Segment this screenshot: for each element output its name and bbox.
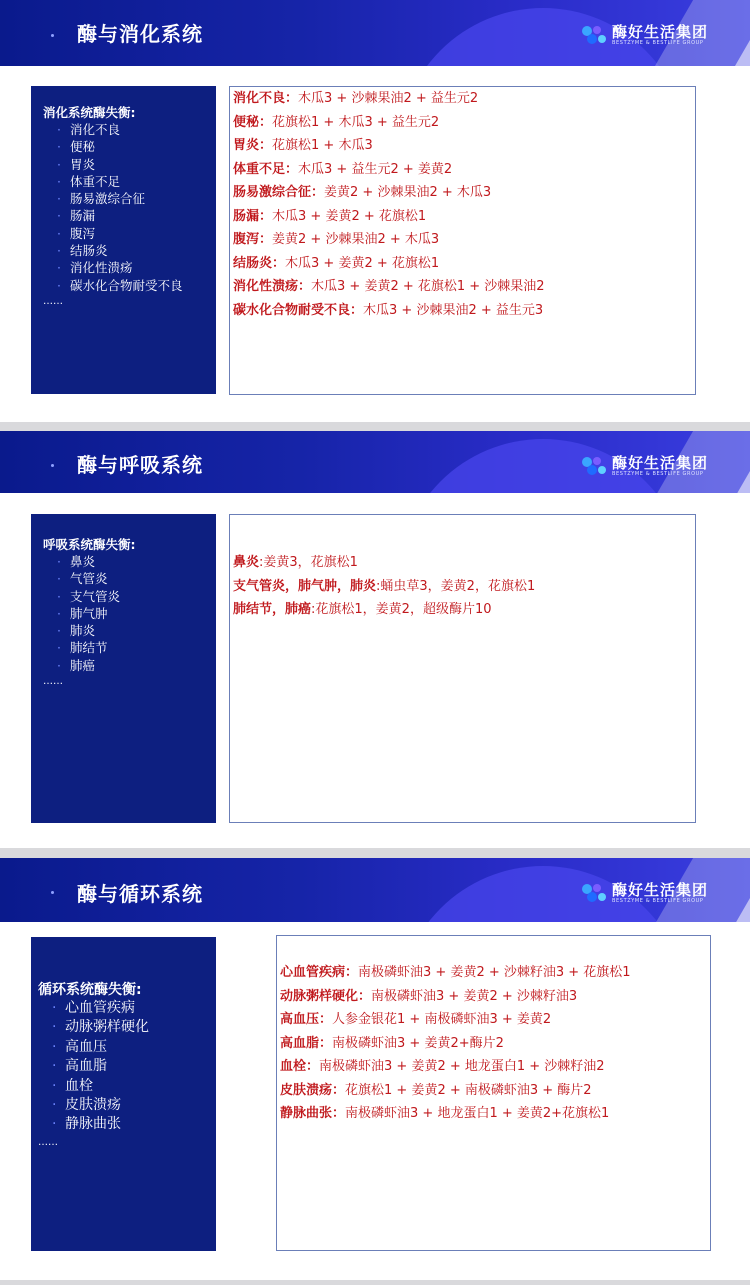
condition-label: 皮肤溃疡： [280, 1082, 346, 1098]
content-panel [229, 514, 696, 823]
remedy-row [233, 134, 545, 158]
sidebar-item: · 肠易激综合征 [43, 190, 183, 207]
formula-text: :姜黄3，花旗松1 [259, 555, 358, 570]
brand-logo [580, 879, 709, 907]
formula-text: 人参金银花1 + 南极磷虾油3 + 姜黄2 [332, 1012, 552, 1027]
sidebar-item: · 高血脂 [38, 1057, 149, 1076]
condition-label: 动脉粥样硬化： [280, 988, 372, 1004]
sidebar-item: · 心血管疾病 [38, 999, 149, 1018]
sidebar-list [43, 121, 183, 294]
sidebar-item: · 肺结节 [43, 639, 136, 656]
sidebar-item: · 胃炎 [43, 156, 183, 173]
sidebar-item: · 血栓 [38, 1077, 149, 1096]
condition-label: 心血管疾病： [280, 965, 359, 980]
content-panel [276, 935, 711, 1251]
molecule-logo-icon [580, 25, 608, 45]
sidebar-item: · 肠漏 [43, 207, 183, 224]
formula-text: :蛹虫草3，姜黄2，花旗松1 [376, 578, 536, 594]
sidebar-item: · 消化不良 [43, 121, 183, 138]
condition-label: 鼻炎 [233, 555, 260, 570]
remedy-row [233, 158, 545, 182]
formula-text: 木瓜3 + 益生元2 + 姜黄2 [298, 161, 453, 177]
condition-label: 支气管炎，肺气肿，肺炎 [233, 578, 377, 594]
slide-banner [0, 0, 750, 66]
condition-label: 结肠炎： [233, 255, 286, 271]
formula-text: 花旗松1 + 姜黄2 + 南极磷虾油3 + 酶片2 [345, 1082, 592, 1098]
formula-text: 南极磷虾油3 + 姜黄2+酶片2 [332, 1035, 504, 1051]
remedy-row [233, 252, 545, 276]
sidebar-panel [31, 86, 216, 394]
condition-label: 体重不足： [233, 161, 299, 177]
condition-label: 腹泻： [233, 232, 273, 247]
formula-text: 南极磷虾油3 + 姜黄2 + 沙棘籽油3 + 花旗松1 [358, 965, 631, 980]
remedy-row [233, 205, 545, 229]
brand-subtitle: BESTZYME & BESTLIFE GROUP [612, 898, 704, 904]
condition-label: 消化性溃疡： [233, 279, 312, 294]
brand-logo [580, 452, 709, 480]
formula-text: 姜黄2 + 沙棘果油2 + 木瓜3 [324, 185, 492, 200]
content-panel [229, 86, 696, 395]
slide-banner [0, 858, 750, 922]
brand-name: 酶好生活集团 [612, 23, 709, 41]
remedy-row [233, 275, 545, 299]
remedy-row [233, 598, 535, 622]
formula-text: :花旗松1，姜黄2，超级酶片10 [311, 602, 492, 617]
sidebar-item: · 肺气肿 [43, 605, 136, 622]
condition-label: 静脉曲张： [280, 1106, 346, 1121]
sidebar-item: · 高血压 [38, 1038, 149, 1057]
sidebar-title: 消化系统酶失衡: [43, 105, 136, 120]
bullet-dot-icon [51, 464, 54, 467]
ellipsis-text: …… [38, 1136, 58, 1148]
ellipsis-text: …… [43, 295, 63, 307]
sidebar-item: · 皮肤溃疡 [38, 1096, 149, 1115]
brand-name: 酶好生活集团 [612, 881, 709, 899]
condition-label: 肠易激综合征： [233, 185, 325, 200]
slide-banner [0, 431, 750, 493]
sidebar-item: · 肺癌 [43, 657, 136, 674]
sidebar-panel [31, 514, 216, 823]
remedy-row [280, 1102, 631, 1126]
remedy-row [280, 1079, 631, 1103]
remedy-row [233, 575, 535, 599]
condition-label: 高血压： [280, 1012, 333, 1027]
brand-subtitle: BESTZYME & BESTLIFE GROUP [612, 471, 704, 477]
sidebar-item: · 便秘 [43, 138, 183, 155]
sidebar-item: · 结肠炎 [43, 242, 183, 259]
remedy-row [280, 1008, 631, 1032]
condition-label: 消化不良： [233, 91, 299, 106]
remedy-list [233, 551, 535, 622]
sidebar-list [38, 999, 149, 1135]
formula-text: 木瓜3 + 姜黄2 + 花旗松1 [272, 208, 427, 224]
sidebar-item: · 肺炎 [43, 622, 136, 639]
remedy-row [233, 87, 545, 111]
remedy-row [280, 1055, 631, 1079]
formula-text: 木瓜3 + 姜黄2 + 花旗松1 + 沙棘果油2 [311, 279, 545, 294]
bullet-dot-icon [51, 891, 54, 894]
remedy-list [233, 87, 545, 322]
remedy-row [233, 551, 535, 575]
remedy-row [233, 181, 545, 205]
bullet-dot-icon [51, 34, 54, 37]
remedy-list [280, 961, 631, 1126]
slide-respiratory [0, 431, 750, 848]
remedy-row [280, 961, 631, 985]
sidebar-item: · 气管炎 [43, 570, 136, 587]
sidebar-item: · 鼻炎 [43, 553, 136, 570]
remedy-row [233, 228, 545, 252]
sidebar-item: · 支气管炎 [43, 588, 136, 605]
slide-title: 酶与循环系统 [77, 882, 203, 906]
brand-name: 酶好生活集团 [612, 454, 709, 472]
sidebar-list [43, 553, 136, 674]
molecule-logo-icon [580, 883, 608, 903]
formula-text: 木瓜3 + 沙棘果油2 + 益生元3 [363, 302, 544, 318]
sidebar-item: · 动脉粥样硬化 [38, 1018, 149, 1037]
condition-label: 便秘： [233, 114, 273, 130]
sidebar-item: · 消化性溃疡 [43, 259, 183, 276]
formula-text: 姜黄2 + 沙棘果油2 + 木瓜3 [272, 232, 440, 247]
brand-subtitle: BESTZYME & BESTLIFE GROUP [612, 40, 704, 46]
condition-label: 血栓： [280, 1059, 320, 1074]
slide-digestive [0, 0, 750, 422]
sidebar-item: · 腹泻 [43, 225, 183, 242]
remedy-row [280, 1032, 631, 1056]
formula-text: 木瓜3 + 姜黄2 + 花旗松1 [285, 255, 440, 271]
remedy-row [233, 299, 545, 323]
condition-label: 高血脂： [280, 1035, 333, 1051]
condition-label: 肺结节，肺癌 [233, 602, 312, 617]
condition-label: 胃炎： [233, 138, 273, 153]
slide-title: 酶与呼吸系统 [77, 453, 203, 477]
sidebar-title: 呼吸系统酶失衡: [43, 537, 136, 552]
sidebar-panel [31, 937, 216, 1251]
formula-text: 南极磷虾油3 + 姜黄2 + 沙棘籽油3 [371, 988, 578, 1004]
sidebar-item: · 碳水化合物耐受不良 [43, 277, 183, 294]
condition-label: 碳水化合物耐受不良： [233, 302, 364, 318]
condition-label: 肠漏： [233, 208, 273, 224]
formula-text: 南极磷虾油3 + 地龙蛋白1 + 姜黄2+花旗松1 [345, 1106, 610, 1121]
formula-text: 南极磷虾油3 + 姜黄2 + 地龙蛋白1 + 沙棘籽油2 [319, 1059, 605, 1074]
formula-text: 花旗松1 + 木瓜3 [272, 138, 373, 153]
sidebar-title: 循环系统酶失衡: [38, 982, 142, 998]
brand-logo [580, 21, 709, 49]
remedy-row [280, 985, 631, 1009]
ellipsis-text: …… [43, 676, 63, 688]
formula-text: 木瓜3 + 沙棘果油2 + 益生元2 [298, 91, 479, 106]
formula-text: 花旗松1 + 木瓜3 + 益生元2 [272, 114, 440, 130]
remedy-row [233, 111, 545, 135]
sidebar-item: · 静脉曲张 [38, 1115, 149, 1134]
slide-circulatory [0, 858, 750, 1280]
molecule-logo-icon [580, 456, 608, 476]
slide-title: 酶与消化系统 [77, 22, 203, 46]
sidebar-item: · 体重不足 [43, 173, 183, 190]
